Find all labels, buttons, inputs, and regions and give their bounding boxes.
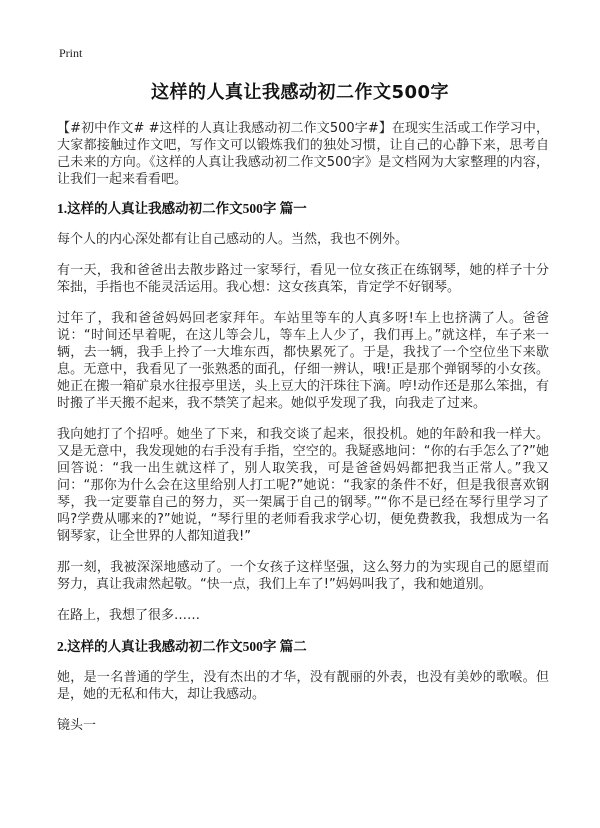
paragraph: 我向她打了个招呼。她坐了下来，和我交谈了起来，很投机。她的年龄和我一样大。又是无意中，我发现她的右手没有手指，空空的。我疑惑地问：“你的右手怎么了?”她回答说：“我一出生就这样了，别人取笑我，可是爸爸妈妈都把我当正常人。”我又问：“那你为什么会在这里给别人打工呢?”她说：“我家的条件不好，但是我很喜欢钢琴，我一定要靠自己的努力，买一架属于自己的钢琴。”“你不是已经在琴行里学习了吗?学费从哪来的?”她说，“琴行里的老师看我求学心切，便免费教我，我想成为一名钢琴家，让全世界的人都知道我!” bbox=[57, 427, 549, 544]
paragraph: 有一天，我和爸爸出去散步路过一家琴行，看见一位女孩正在练钢琴，她的样子十分笨拙，手指也不能灵活运用。我心想：这女孩真笨，肯定学不好钢琴。 bbox=[57, 263, 549, 295]
paragraph: 每个人的内心深处都有让自己感动的人。当然，我也不例外。 bbox=[57, 232, 409, 247]
paragraph: 过年了，我和爸爸妈妈回老家拜年。车站里等车的人真多呀!车上也挤满了人。爸爸说：“时间还早着呢，在这儿等会儿，等车上人少了，我们再上。”就这样，车子来一辆，去一辆，我手上拎了一大堆东西，都快累死了。于是，我找了一个空位坐下来歇息。无意中，我看见了一张熟悉的面孔，仔细一辨认，哦!正是那个弹钢琴的小女孩。她正在搬一箱矿泉水往报亭里送，头上豆大的汗珠往下滴。哼!动作还是那么笨拙，有时搬了半天搬不起来，我不禁笑了起来。她似乎发现了我，向我走了过来。 bbox=[57, 311, 549, 411]
intro-paragraph: 【#初中作文# #这样的人真让我感动初二作文500字#】在现实生活或工作学习中，大家都接触过作文吧，写作文可以锻炼我们的独处习惯，让自己的心静下来，思考自己未来的方向。《这样的人真让我感动初二作文500字》是文档网为大家整理的内容，让我们一起来看看吧。 bbox=[57, 121, 549, 187]
paragraph: 那一刻，我被深深地感动了。一个女孩子这样坚强，这么努力的为实现自己的愿望而努力，真让我肃然起敬。“快一点，我们上车了!”妈妈叫我了，我和她道别。 bbox=[57, 560, 549, 592]
section-heading-2: 2.这样的人真让我感动初二作文500字 篇二 bbox=[57, 639, 307, 654]
paragraph: 她，是一名普通的学生，没有杰出的才华，没有靓丽的外表，也没有美妙的歌喉。但是，她的无私和伟大，却让我感动。 bbox=[57, 670, 549, 702]
article-body bbox=[57, 120, 549, 748]
page-title: 这样的人真让我感动初二作文500字 bbox=[150, 82, 450, 103]
section-heading-1: 1.这样的人真让我感动初二作文500字 篇一 bbox=[57, 201, 307, 216]
paragraph: 在路上，我想了很多…… bbox=[57, 608, 201, 623]
print-link[interactable]: Print bbox=[59, 46, 83, 60]
paragraph: 镜头一 bbox=[57, 718, 97, 733]
